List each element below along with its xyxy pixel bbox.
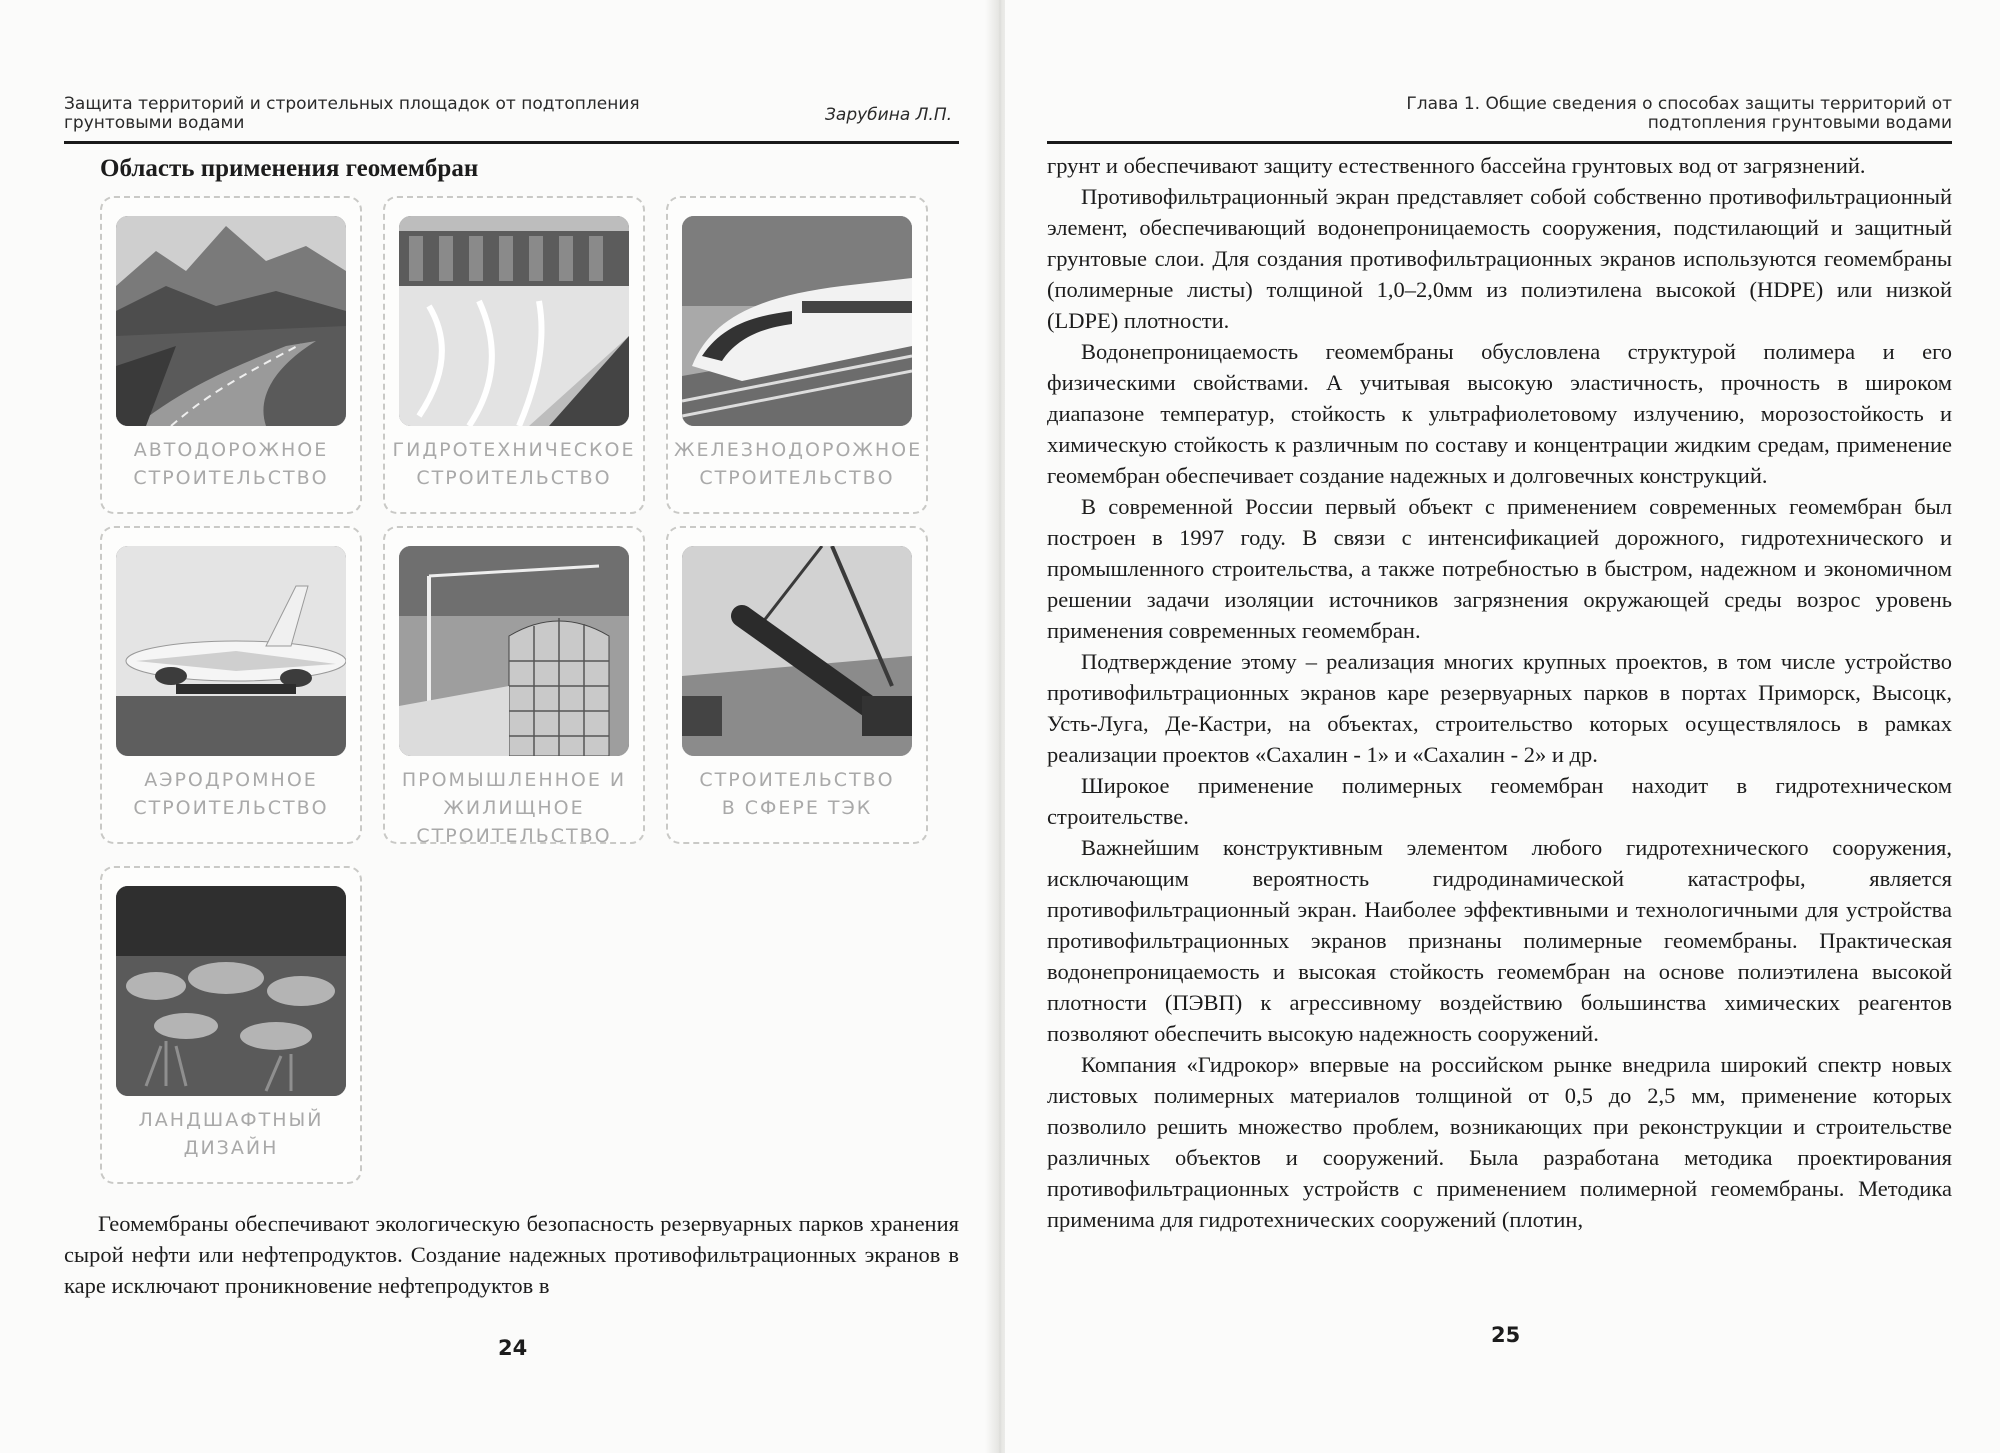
- card-caption: ГИДРОТЕХНИЧЕСКОЕ СТРОИТЕЛЬСТВО: [392, 439, 636, 489]
- paragraph: Водонепроницаемость геомембраны обусловлена структурой полимера и его физическими свойствами. А учитывая высокую эластичность, прочность в широком диапазоне температур, стойкость к ультрафиолетовому излучению, морозостойкость и химическую стойкость к различным по составу и концентрации жидким средам, применение геомембран обеспечивает создание надежных и долговечных конструкций.: [1047, 339, 1952, 488]
- paragraph: В современной России первый объект с применением современных геомембран был построен в 1997 году. В связи с интенсификацией дорожного, гидротехнического и промышленного строительства, а также потребностью в быстром, надежном и экономичном решении задачи изоляции источников загрязнения окружающей среды возрос уровень применения современных геомембран.: [1047, 494, 1952, 643]
- card-landscape-design: [100, 866, 362, 1184]
- card-industrial-construction: [383, 526, 645, 847]
- rock-garden-photo: [116, 886, 346, 1096]
- right-page: [1005, 0, 2000, 1453]
- building-photo: [399, 546, 629, 756]
- header-rule: [64, 141, 959, 144]
- card-caption: АЭРОДРОМНОЕ СТРОИТЕЛЬСТВО: [133, 769, 329, 819]
- card-caption: АВТОДОРОЖНОЕ СТРОИТЕЛЬСТВО: [133, 439, 329, 489]
- header-rule: [1047, 141, 1952, 144]
- paragraph: Важнейшим конструктивным элементом любого гидротехнического сооружения, исключающим вероятность гидродинамической катастрофы, является противофильтрационный экран. Наиболее эффективными и технологичными для устройства противофильтрационных экранов признаны полимерные геомембраны. Практическая водонепроницаемость и высокая стойкость геомембран на основе полиэтилена высокой плотности (ПЭВП) к агрессивному воздействию большинства химических реагентов позволяют обеспечить высокую надежность сооружений.: [1047, 835, 1952, 1046]
- card-airfield-construction: [100, 526, 362, 844]
- paragraph: Противофильтрационный экран представляет собой собственно противофильтрационный элемент, обеспечивающий водонепроницаемость сооружения, подстилающий и защитный грунтовые слои. Для создания противофильтрационных экранов используются геомембраны (полимерные листы) толщиной 1,0–2,0мм из полиэтилена высокой (HDPE) или низкой (LDPE) плотности.: [1047, 184, 1952, 333]
- left-page: [0, 0, 995, 1453]
- dam-photo: [399, 216, 629, 426]
- paragraph: Широкое применение полимерных геомембран находит в гидротехническом строительстве.: [1047, 773, 1952, 829]
- highway-photo: [116, 216, 346, 426]
- page-number-left: 24: [498, 1336, 528, 1360]
- page-number-right: 25: [1491, 1323, 1521, 1347]
- train-photo: [682, 216, 912, 426]
- paragraph: Подтверждение этому – реализация многих крупных проектов, в том числе устройство противофильтрационных экранов каре резервуарных парков в портах Приморск, Высоцк, Усть-Луга, Де-Кастри, на объектах, строительство которых осуществлялось в рамках реализации проектов «Сахалин - 1» и «Сахалин - 2» и др.: [1047, 649, 1952, 767]
- card-energy-construction: [666, 526, 928, 844]
- card-caption: ЛАНДШАФТНЫЙ ДИЗАЙН: [138, 1109, 324, 1159]
- running-header-title: Защита территорий и строительных площадок от подтопления грунтовыми водами: [64, 94, 640, 133]
- paragraph: грунт и обеспечивают защиту естественного бассейна грунтовых вод от загрязнений.: [1047, 153, 1866, 178]
- card-hydro-construction: [383, 196, 645, 514]
- pipeline-photo: [682, 546, 912, 756]
- right-page-text: [1047, 150, 1952, 1235]
- card-caption: ПРОМЫШЛЕННОЕ И ЖИЛИЩНОЕ СТРОИТЕЛЬСТВО: [401, 769, 627, 847]
- card-caption: СТРОИТЕЛЬСТВО В СФЕРЕ ТЭК: [699, 769, 895, 819]
- paragraph: Геомембраны обеспечивают экологическую безопасность резервуарных парков хранения сырой нефти или нефтепродуктов. Создание надежных противофильтрационных экранов в каре исключают проникновение нефтепродуктов в: [64, 1211, 959, 1298]
- running-header-chapter: Глава 1. Общие сведения о способах защиты территорий от подтопления грунтовыми водами: [1406, 94, 1952, 133]
- left-page-text: [64, 1208, 959, 1301]
- paragraph: Компания «Гидрокор» впервые на российском рынке внедрила широкий спектр новых листовых полимерных материалов толщиной от 0,5 до 2,5 мм, применение которых позволило решить множество проблем, возникающих при реконструкции и строительстве различных объектов и сооружений. Была разработана методика проектирования противофильтрационных устройств с применением полимерной геомембраны. Методика применима для гидротехнических сооружений (плотин,: [1047, 1052, 1952, 1232]
- application-cards-grid: [100, 196, 940, 1196]
- card-caption: ЖЕЛЕЗНОДОРОЖНОЕ СТРОИТЕЛЬСТВО: [674, 439, 923, 489]
- aircraft-photo: [116, 546, 346, 756]
- card-road-construction: [100, 196, 362, 514]
- card-railway-construction: [666, 196, 928, 514]
- running-header-author: Зарубина Л.П.: [825, 105, 953, 125]
- section-heading: Область применения геомембран: [100, 155, 479, 182]
